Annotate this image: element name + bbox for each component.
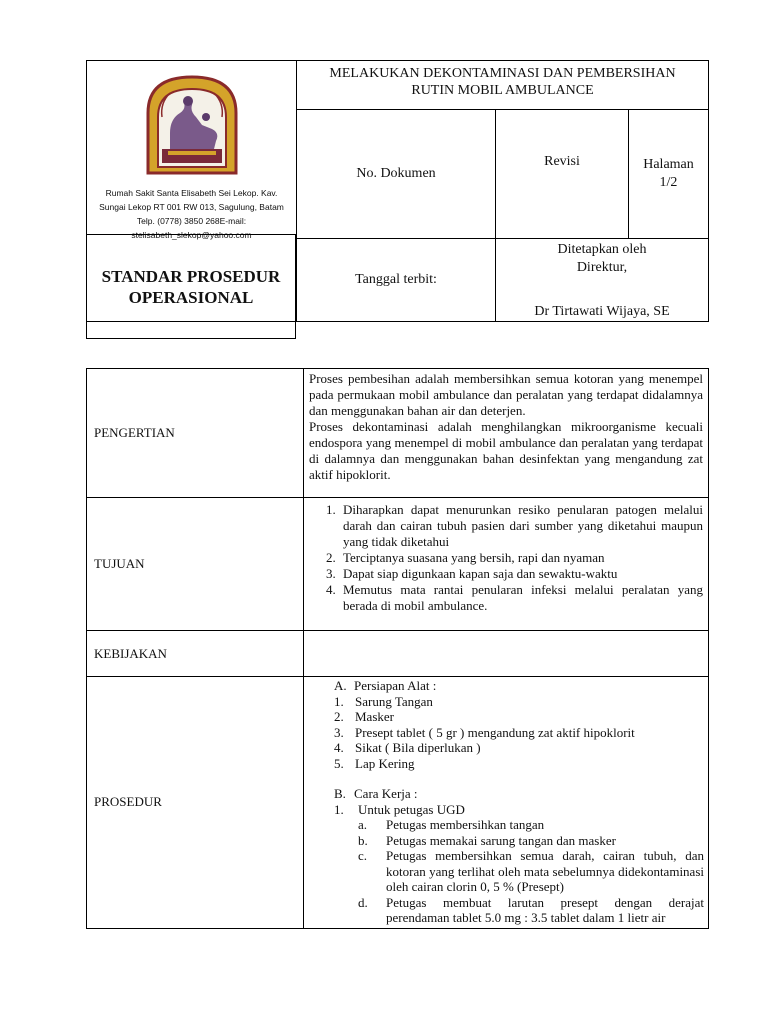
section-marker: B. — [334, 786, 346, 801]
revisi-cell — [496, 110, 629, 239]
item-number: 2. — [334, 709, 344, 724]
step-text: Petugas membuat larutan presept dengan derajat perendaman tablet 5.0 mg : 3.5 tablet dalam 1 lietr air — [386, 894, 704, 925]
item-text: Untuk petugas UGD — [358, 801, 465, 817]
director-name: Dr Tirtawati Wijaya, SE — [534, 304, 670, 319]
prosedur-content — [304, 677, 709, 929]
address-line: Sungai Lekop RT 001 RW 013, Sagulung, Batam — [99, 202, 284, 212]
item-number: 3. — [334, 724, 344, 740]
kebijakan-content — [304, 631, 709, 677]
email-line: stelisabeth_slekop@yahoo.com — [131, 230, 252, 240]
ugd-heading — [304, 802, 708, 818]
list-item — [304, 725, 708, 741]
tujuan-list — [309, 502, 703, 614]
step-text: Petugas membersihkan semua darah, cairan tubuh, dan kotoran yang terlihat oleh mata sebelumnya didekontaminasi oleh cairan clorin 0, 5 % (Presept) — [386, 848, 704, 894]
hospital-logo — [140, 73, 244, 175]
document-title — [297, 61, 709, 110]
pengertian-label-text: PENGERTIAN — [94, 425, 175, 440]
pengertian-paragraph-1: Proses pembesihan adalah membersihkan semua kotoran yang menempel pada permukaan mobil ambulance dan peralatan yang terdapat didalamnya dan menggunakan bahan air dan deterjen. — [309, 371, 703, 418]
prosedur-list — [304, 678, 708, 926]
list-item: 1. Diharapkan dapat menurunkan resiko penularan patogen melalui darah dan cairan tubuh pasien dari sumber yang diketahui maupun yang tidak diketahui — [339, 502, 703, 550]
ditetapkan-line-1: Ditetapkan oleh — [557, 242, 647, 257]
item-number: 5. — [334, 755, 344, 771]
step-text: Petugas memakai sarung tangan dan masker — [386, 832, 616, 848]
pengertian-content — [304, 369, 709, 498]
spacer — [304, 771, 708, 786]
list-item — [304, 756, 708, 772]
list-item — [304, 694, 708, 710]
ditetapkan-line-2: Direktur, — [576, 260, 628, 275]
section-title: Persiapan Alat : — [354, 678, 437, 693]
halaman-cell — [629, 110, 709, 239]
prosedur-label — [87, 677, 304, 929]
list-item — [304, 709, 708, 725]
no-dokumen-cell — [297, 110, 496, 239]
sop-title — [87, 235, 296, 339]
list-item — [304, 817, 708, 833]
pengertian-paragraph-2: Proses dekontaminasi adalah menghilangkan mikroorganisme kecuali endospora yang menempel di mobil ambulance dan peralatan yang terdapat di dalamnya dan menggunakan bahan desinfektan yang mengandung zat aktif hipoklorit. — [309, 419, 703, 482]
kebijakan-label — [87, 631, 304, 677]
item-number: 1. — [334, 801, 344, 817]
phone-line: Telp. (0778) 3850 268E-mail: — [136, 216, 247, 226]
kebijakan-label-text: KEBIJAKAN — [94, 645, 167, 661]
revisi-label: Revisi — [544, 154, 580, 169]
content-table — [86, 368, 709, 929]
item-text: Sikat ( Bila diperlukan ) — [355, 740, 481, 755]
item-text: Lap Kering — [355, 755, 415, 771]
list-item — [304, 848, 708, 895]
ditetapkan-cell — [496, 239, 709, 322]
item-text: Presept tablet ( 5 gr ) mengandung zat aktif hipoklorit — [355, 724, 635, 740]
step-marker: d. — [358, 894, 368, 910]
list-item — [304, 740, 708, 756]
prosedur-label-text: PROSEDUR — [94, 794, 162, 810]
persiapan-alat-heading — [304, 678, 708, 694]
tujuan-content — [304, 498, 709, 631]
list-item — [304, 895, 708, 926]
tanggal-terbit-label: Tanggal terbit: — [355, 272, 437, 287]
tujuan-label — [87, 498, 304, 631]
title-line-1: MELAKUKAN DEKONTAMINASI DAN PEMBERSIHAN — [329, 66, 676, 81]
item-text: Sarung Tangan — [355, 693, 433, 709]
list-item: 4. Memutus mata rantai penularan infeksi melalui peralatan yang berada di mobil ambulance. — [339, 582, 703, 614]
item-number: 1. — [334, 693, 344, 709]
section-marker: A. — [334, 678, 347, 693]
sop-line-1: STANDAR PROSEDUR — [101, 266, 281, 286]
section-title: Cara Kerja : — [354, 786, 418, 801]
title-line-2: RUTIN MOBIL AMBULANCE — [411, 83, 594, 98]
sop-line-2: OPERASIONAL — [128, 287, 254, 307]
step-marker: b. — [358, 832, 368, 848]
halaman-value: 1/2 — [659, 175, 678, 190]
item-text: Masker — [355, 709, 394, 724]
pengertian-label — [87, 369, 304, 498]
tujuan-label-text: TUJUAN — [94, 556, 145, 571]
no-dokumen-label: No. Dokumen — [356, 166, 436, 181]
halaman-label: Halaman — [643, 157, 694, 172]
step-text: Petugas membersihkan tangan — [386, 817, 545, 832]
list-item: 3. Dapat siap digunkaan kapan saja dan sewaktu-waktu — [339, 566, 703, 582]
step-marker: c. — [358, 848, 368, 863]
sop-label-table — [86, 234, 296, 339]
list-item: 2. Terciptanya suasana yang bersih, rapi dan nyaman — [339, 550, 703, 566]
list-item — [304, 833, 708, 849]
step-marker: a. — [358, 817, 368, 832]
tanggal-terbit-cell — [297, 239, 496, 322]
item-number: 4. — [334, 740, 344, 755]
cara-kerja-heading — [304, 786, 708, 802]
hospital-name: Rumah Sakit Santa Elisabeth Sei Lekop. Kav. — [105, 188, 278, 198]
